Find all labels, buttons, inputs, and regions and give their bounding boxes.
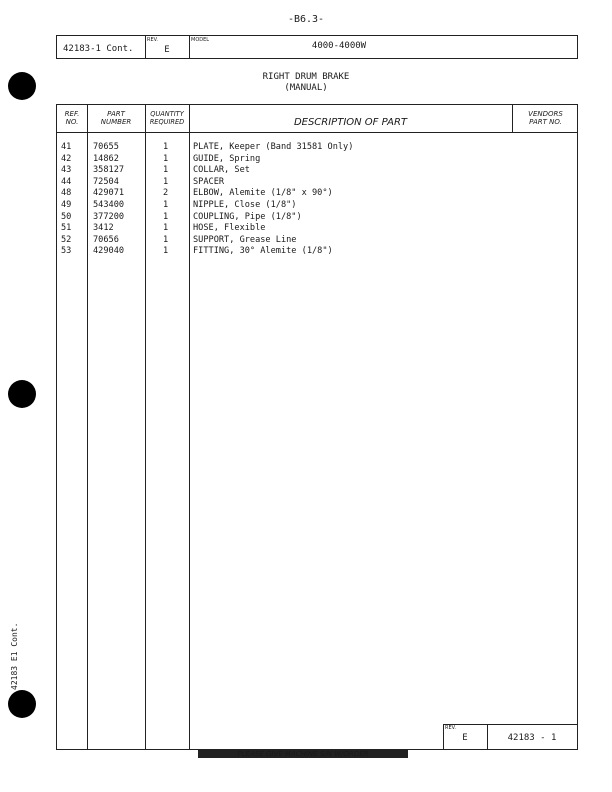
ref-cell: 41 (61, 142, 72, 152)
part-group-cell (57, 36, 146, 58)
title-line-1: RIGHT DRUM BRAKE (262, 72, 350, 82)
ref-cell: 48 (61, 188, 72, 199)
ref-cell: 51 (61, 223, 72, 234)
col-header-vendor (512, 110, 579, 126)
table-row (57, 212, 577, 224)
part-number-cell: 70655 (93, 142, 119, 152)
footer-rev-label: REV. (445, 725, 456, 731)
table-row (57, 223, 577, 235)
table-row (57, 200, 577, 212)
binder-hole (8, 380, 36, 408)
description-cell: COLLAR, Set (193, 165, 250, 176)
quantity-cell: 2 (163, 188, 169, 199)
part-number-cell: 429040 (93, 246, 125, 257)
col-header-ref (57, 110, 87, 126)
rev-value: E (164, 45, 170, 55)
col-header-part (87, 110, 145, 126)
part-number-cell: 429071 (93, 188, 125, 199)
table-row (57, 165, 577, 177)
description-cell: SPACER (193, 176, 225, 187)
table-row (57, 188, 577, 200)
col-header-qty (145, 110, 189, 126)
col-header-part-line2: NUMBER (100, 118, 132, 126)
description-cell: SUPPORT, Grease Line (193, 234, 297, 245)
header-box (56, 35, 578, 59)
side-label: 42183 E1 Cont. (10, 622, 19, 690)
col-header-vendor-line1: VENDORS (528, 110, 563, 118)
quantity-cell: 1 (163, 142, 169, 152)
ref-cell: 43 (61, 165, 72, 176)
page-number: -B6.3- (287, 14, 325, 25)
col-header-qty-line1: QUANTITY (150, 110, 184, 118)
section-title (0, 72, 612, 94)
part-number-cell: 358127 (93, 165, 125, 176)
col-header-part-line1: PART (107, 110, 125, 118)
ref-cell: 49 (61, 200, 72, 210)
quantity-cell: 1 (163, 165, 169, 176)
part-group: 42183-1 Cont. (63, 44, 134, 54)
binder-hole (8, 690, 36, 718)
description-cell: HOSE, Flexible (193, 223, 266, 234)
part-number-cell: 543400 (93, 200, 125, 210)
description-cell: PLATE, Keeper (Band 31581 Only) (193, 142, 354, 152)
quantity-cell: 1 (163, 246, 169, 257)
table-row (57, 235, 577, 247)
col-header-desc: DESCRIPTION OF PART (293, 117, 408, 128)
footer-note: PLEASE GIVE MACHINE S/N W/ORDER (198, 750, 408, 758)
description-cell: COUPLING, Pipe (1/8") (193, 211, 302, 222)
parts-table (56, 104, 578, 750)
quantity-cell: 1 (163, 223, 169, 234)
ref-cell: 42 (61, 153, 72, 164)
description-cell: NIPPLE, Close (1/8") (193, 200, 297, 210)
part-number-cell: 377200 (93, 211, 125, 222)
footer-part-group: 42183 - 1 (507, 733, 557, 743)
model-cell (189, 36, 577, 58)
table-row (57, 142, 577, 154)
ref-cell: 44 (61, 176, 72, 187)
quantity-cell: 1 (163, 200, 169, 210)
ref-cell: 53 (61, 246, 72, 257)
footer-rev-value: E (462, 733, 468, 743)
rev-label: REV. (147, 37, 158, 43)
ref-cell: 52 (61, 234, 72, 245)
part-number-cell: 3412 (93, 223, 114, 234)
model-value: 4000-4000W (311, 41, 367, 51)
table-row (57, 246, 577, 258)
rev-cell (145, 36, 190, 58)
table-row (57, 154, 577, 166)
description-cell: GUIDE, Spring (193, 153, 261, 164)
title-line-2: (MANUAL) (284, 83, 328, 93)
col-header-ref-line1: REF. (64, 110, 80, 118)
model-label: MODEL (191, 37, 210, 43)
part-number-cell: 14862 (93, 153, 119, 164)
ref-cell: 50 (61, 211, 72, 222)
part-number-cell: 72504 (93, 176, 119, 187)
table-row (57, 177, 577, 189)
col-header-vendor-line2: PART NO. (529, 118, 562, 126)
part-number-cell: 70656 (93, 234, 119, 245)
quantity-cell: 1 (163, 176, 169, 187)
quantity-cell: 1 (163, 234, 169, 245)
description-cell: ELBOW, Alemite (1/8" x 90°) (193, 188, 333, 199)
description-cell: FITTING, 30° Alemite (1/8") (193, 246, 333, 257)
col-header-qty-line2: REQUIRED (149, 118, 185, 126)
quantity-cell: 1 (163, 153, 169, 164)
quantity-cell: 1 (163, 211, 169, 222)
col-header-ref-line2: NO. (65, 118, 79, 126)
footer-rev-box (443, 724, 577, 750)
